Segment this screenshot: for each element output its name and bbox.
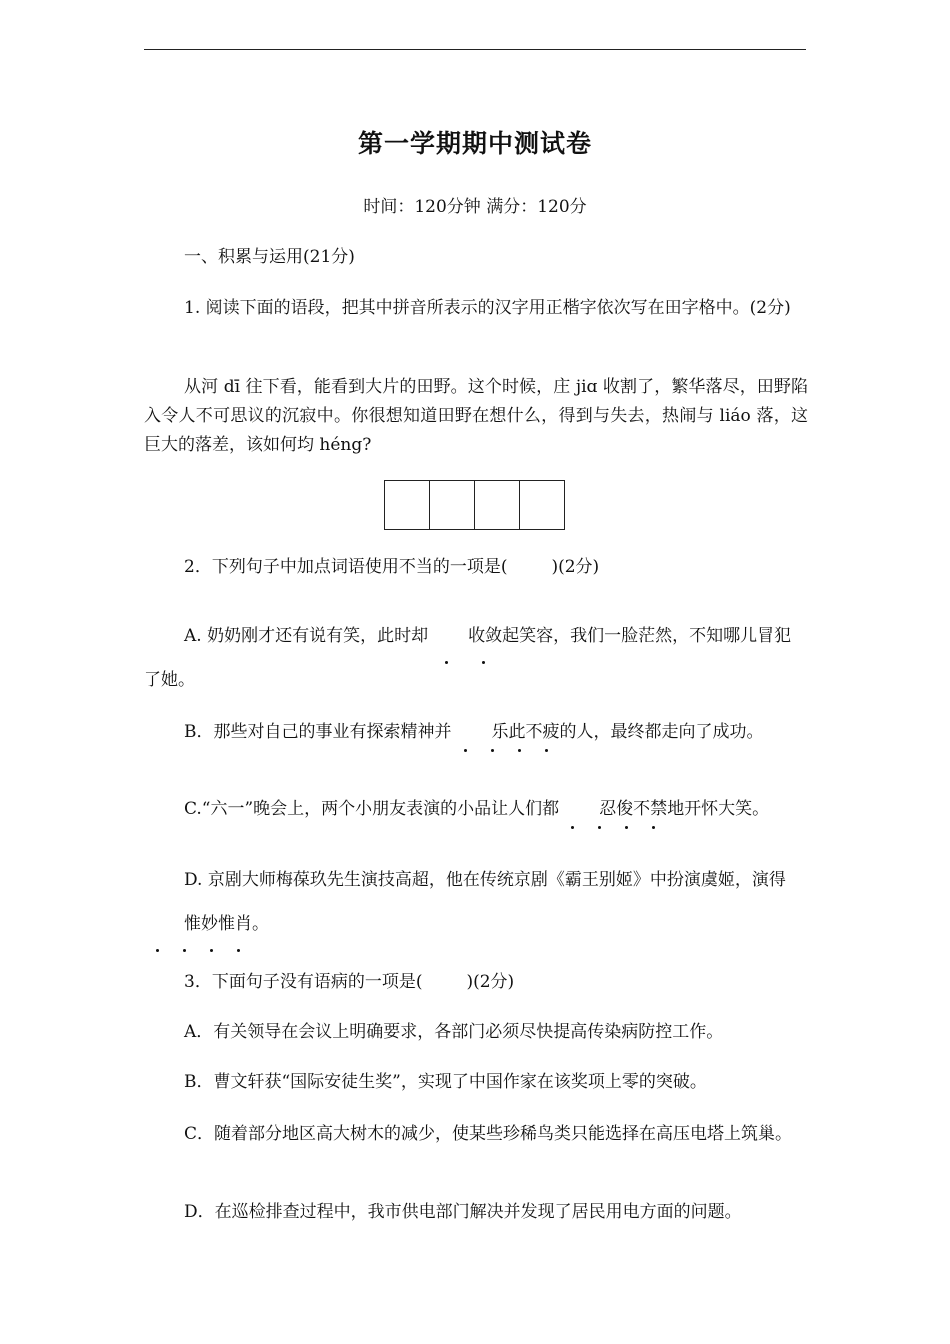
question-3-stem <box>184 968 808 996</box>
option-text: D. 京剧大师梅葆玖先生演技高超，他在传统京剧《霸王别姬》中扮演虞姬，演得 <box>184 870 786 890</box>
answer-grid-cell[interactable] <box>385 481 430 529</box>
section-heading: 一、积累与运用(21分) <box>184 247 355 267</box>
dotted-word <box>144 902 252 946</box>
header-rule <box>144 49 806 50</box>
option-text: 。 <box>252 914 269 934</box>
question-2-stem-score: )(2分) <box>551 557 600 577</box>
question-2-stem <box>184 553 808 581</box>
question-2-option-a <box>144 614 808 702</box>
dotted-word <box>559 795 667 823</box>
question-1-passage: 从河 dī 往下看，能看到大片的田野。这个时候，庄 jiɑ 收割了，繁华落尽，田野陷入令人不可思议的沉寂中。你很想知道田野在想什么，得到与失去，热闹与 liáo 落，这巨大的落差，该如何均 héng? <box>144 377 808 455</box>
question-1-stem: 1. 阅读下面的语段，把其中拼音所表示的汉字用正楷字依次写在田字格中。(2分) <box>184 298 791 318</box>
question-3-option-a: A．有关领导在会议上明确要求，各部门必须尽快提高传染病防控工作。 <box>184 1022 724 1042</box>
question-3-option-b: B．曹文轩获“国际安徒生奖”，实现了中国作家在该奖项上零的突破。 <box>184 1072 707 1092</box>
question-3-option-c: C．随着部分地区高大树木的减少，使某些珍稀鸟类只能选择在高压电塔上筑巢。 <box>184 1124 793 1144</box>
answer-grid-cell[interactable] <box>520 481 564 529</box>
answer-grid-cell[interactable] <box>430 481 475 529</box>
answer-grid[interactable] <box>384 480 565 530</box>
question-3-option-d: D．在巡检排查过程中，我市供电部门解决并发现了居民用电方面的问题。 <box>184 1202 742 1222</box>
dotted-word-text: 乐此不疲 <box>491 722 560 742</box>
exam-meta: 时间：120分钟 满分：120分 <box>363 197 587 217</box>
question-3-stem-text: 3．下面句子没有语病的一项是( <box>184 972 423 992</box>
option-text: 地开怀大笑。 <box>667 799 770 819</box>
question-2-option-c <box>144 795 808 823</box>
option-text: C.“六一”晚会上，两个小朋友表演的小品让人们都 <box>184 799 560 819</box>
question-3-stem-score: )(2分) <box>466 972 515 992</box>
answer-grid-cell[interactable] <box>475 481 520 529</box>
question-2-option-b <box>144 718 808 746</box>
option-text: B．那些对自己的事业有探索精神并 <box>184 722 452 742</box>
dotted-word <box>452 718 560 746</box>
page-title: 第一学期期中测试卷 <box>357 129 592 158</box>
question-2-option-d <box>144 858 808 946</box>
dotted-word-text: 惟妙惟肖 <box>184 914 252 934</box>
dotted-word <box>428 614 502 658</box>
option-text: 起笑容，我们一脸茫然，不知哪儿冒犯了她。 <box>144 626 792 690</box>
question-2-stem-text: 2．下列句子中加点词语使用不当的一项是( <box>184 557 508 577</box>
option-text: A. 奶奶刚才还有说有笑，此时却 <box>184 626 429 646</box>
option-text: 的人，最终都走向了成功。 <box>559 722 764 742</box>
dotted-word-text: 收敛 <box>468 626 503 646</box>
dotted-word-text: 忍俊不禁 <box>599 799 668 819</box>
